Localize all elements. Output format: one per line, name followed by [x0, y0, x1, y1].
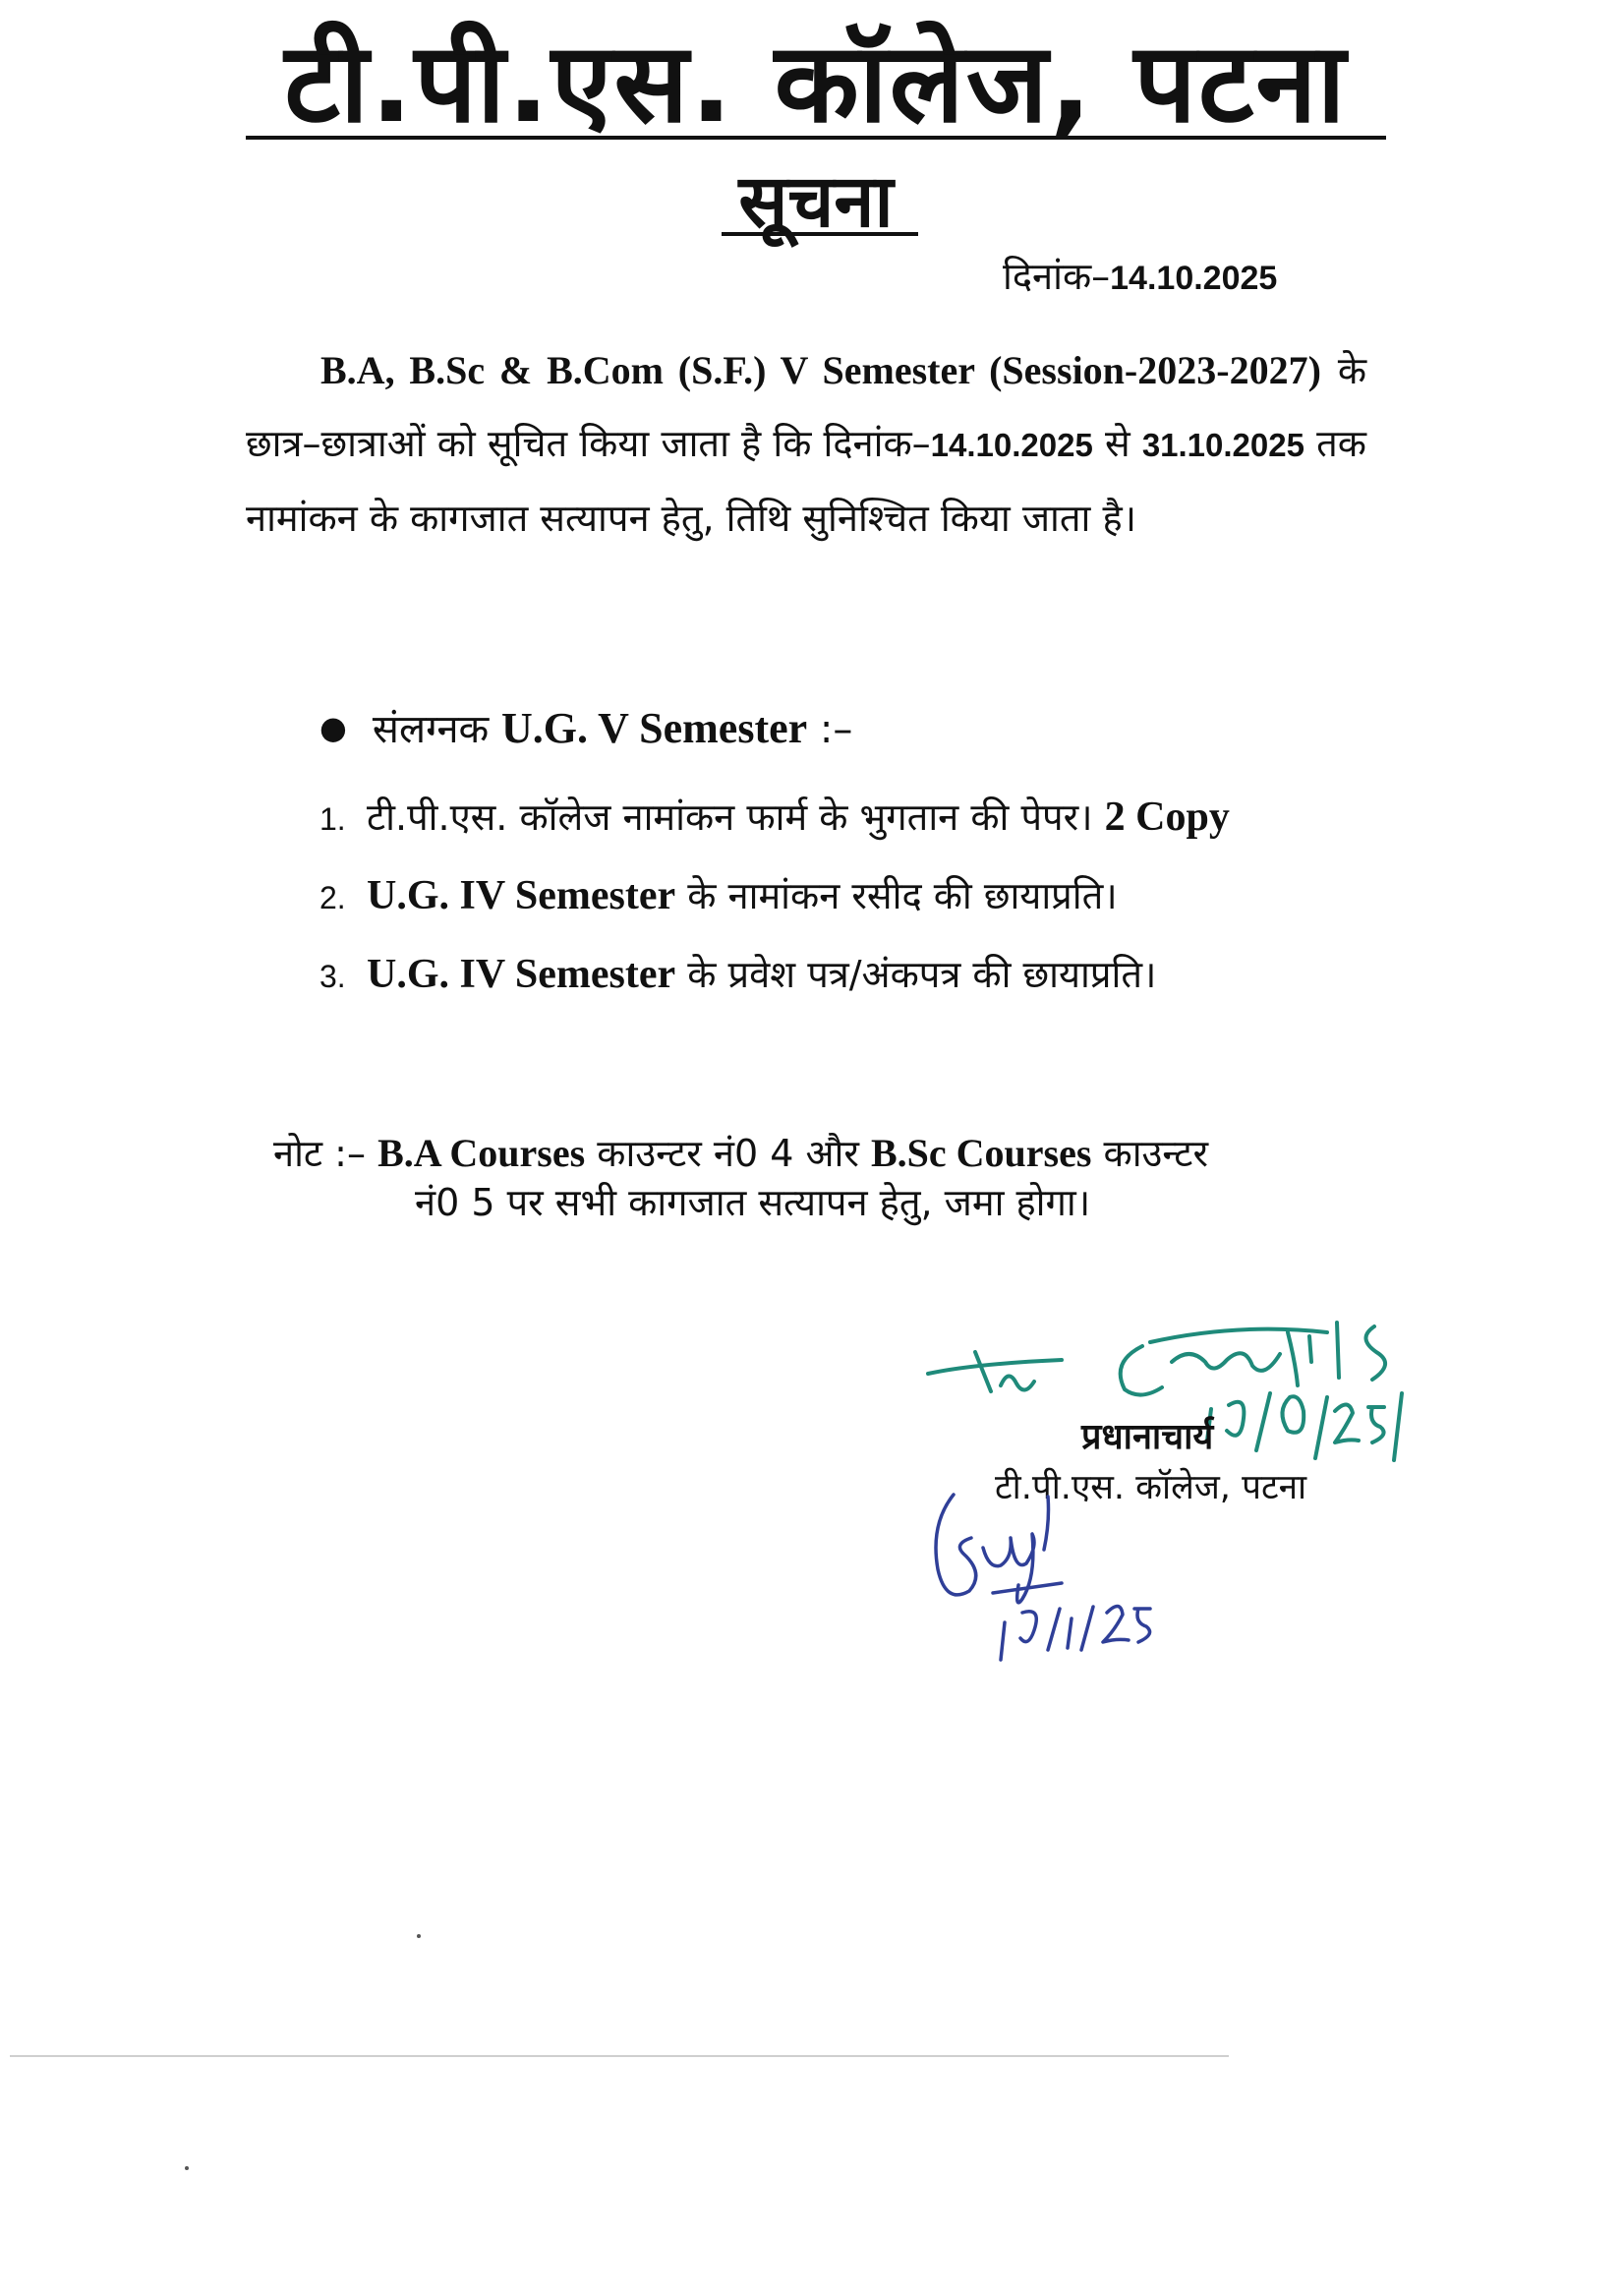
list-item [319, 857, 1230, 936]
note-text-1: काउन्टर नं0 4 और [597, 1132, 859, 1175]
note-text-3: नं0 5 पर सभी कागजात सत्यापन हेतु, जमा होगा। [415, 1181, 1091, 1224]
title-underline [246, 136, 1386, 140]
college-title: टी.पी.एस. कॉलेज, पटना [284, 20, 1348, 147]
attachments-heading [319, 700, 852, 754]
attachments-heading-suffix: :– [819, 707, 853, 752]
list-item [319, 936, 1230, 1015]
paragraph-text-3: तक नामांकन के कागजात सत्यापन हेतु, तिथि सुनिश्चित किया जाता है। [246, 422, 1366, 540]
item-text: के प्रवेश पत्र/अंकपत्र की छायाप्रति। [687, 953, 1157, 996]
notice-paragraph [246, 334, 1366, 555]
principal-signature [914, 1303, 1543, 1480]
note-label: नोट :– [273, 1132, 366, 1175]
note-text-2: काउन्टर [1103, 1132, 1208, 1175]
note-course-2: B.Sc Courses [870, 1131, 1092, 1175]
notice-heading: सूचना [738, 159, 894, 244]
date-value: 14.10.2025 [1110, 260, 1278, 297]
notice-date [1003, 250, 1277, 301]
paragraph-text-2: से [1104, 422, 1130, 465]
scan-speck [417, 1934, 421, 1938]
item-text: के नामांकन रसीद की छायाप्रति। [687, 874, 1118, 917]
heading-underline [722, 232, 918, 236]
item-course: U.G. IV Semester [367, 952, 676, 997]
course-line: B.A, B.Sc & B.Com (S.F.) V Semester (Session-2023-2027) [320, 348, 1321, 392]
date-label: दिनांक– [1003, 255, 1111, 298]
from-date: 14.10.2025 [930, 427, 1093, 463]
scan-speck [185, 2166, 189, 2170]
item-suffix: 2 Copy [1104, 795, 1230, 840]
item-number: 2. [319, 880, 346, 915]
attachments-heading-en: U.G. V Semester [500, 704, 808, 752]
item-text: टी.पी.एस. कॉलेज नामांकन फार्म के भुगतान की पेपर। [367, 795, 1093, 839]
to-date: 31.10.2025 [1141, 427, 1304, 463]
page-bottom-rule [10, 2055, 1229, 2057]
principal-designation: प्रधानाचार्य [1081, 1417, 1214, 1457]
bullet-icon: ● [319, 709, 347, 746]
note-course-1: B.A Courses [377, 1131, 586, 1175]
attachments-heading-hi: संलग्नक [372, 707, 490, 752]
item-number: 1. [319, 801, 346, 837]
item-course: U.G. IV Semester [367, 873, 676, 918]
item-number: 3. [319, 959, 346, 994]
paragraph-text-1: के छात्र–छात्राओं को सूचित किया जाता है कि दिनांक– [246, 349, 1366, 465]
signature-college-name: टी.पी.एस. कॉलेज, पटना [995, 1468, 1307, 1507]
list-item [319, 779, 1230, 857]
note-block [273, 1129, 1394, 1227]
attachments-list [319, 779, 1230, 1015]
